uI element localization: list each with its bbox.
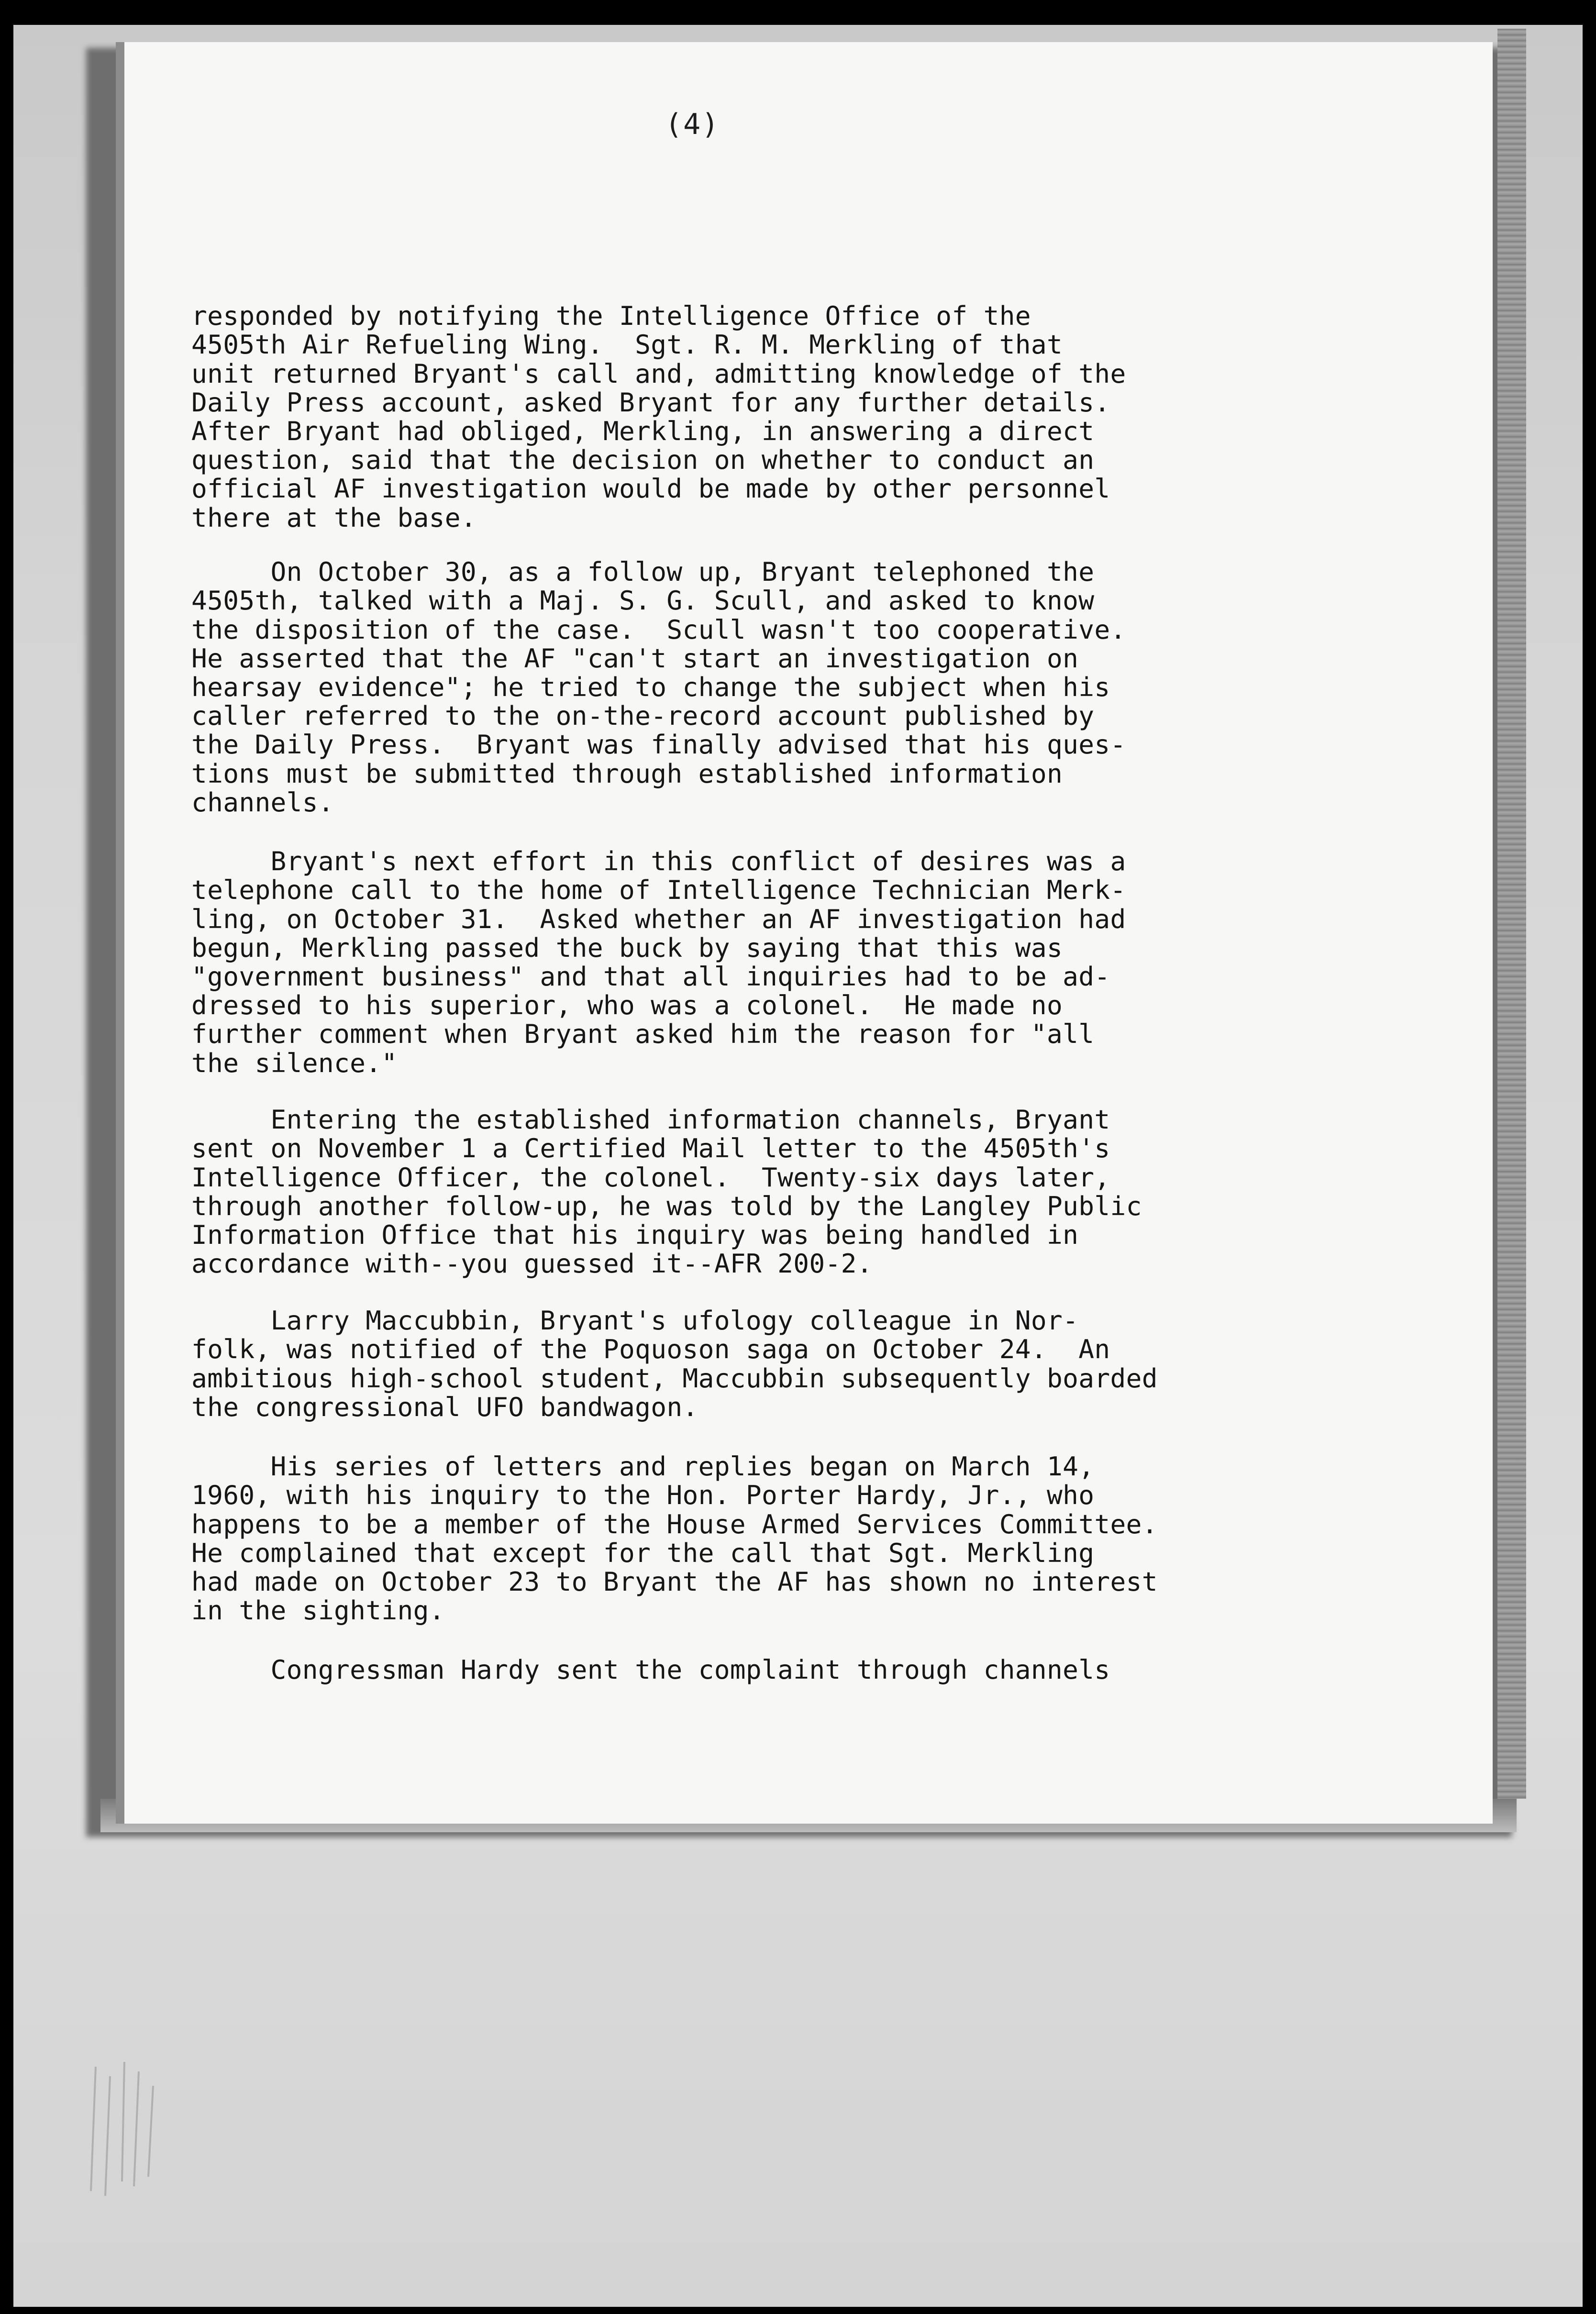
text-line: He asserted that the AF "can't start an investigation on <box>191 642 1079 674</box>
text-line: happens to be a member of the House Armed Services Committee. <box>191 1508 1158 1539</box>
pencil-scribble <box>77 2057 172 2201</box>
text-line: hearsay evidence"; he tried to change the subject when his <box>191 672 1110 703</box>
text-line: begun, Merkling passed the buck by saying that this was <box>191 932 1063 963</box>
paragraph-3 <box>191 818 1416 1106</box>
text-line: the silence." <box>191 1047 398 1078</box>
text-line: unit returned Bryant's call and, admitting knowledge of the <box>191 358 1126 389</box>
text-line: caller referred to the on-the-record account published by <box>191 700 1095 731</box>
text-line: sent on November 1 a Certified Mail letter to the 4505th's <box>191 1133 1110 1164</box>
text-line: He complained that except for the call that Sgt. Merkling <box>191 1537 1095 1568</box>
text-line: dressed to his superior, who was a colonel. He made no <box>191 990 1063 1021</box>
text-line: telephone call to the home of Intelligence Technician Merk- <box>191 875 1126 906</box>
film-edge-strip <box>1497 29 1526 1799</box>
text-line: folk, was notified of the Poquoson saga on October 24. An <box>191 1334 1110 1365</box>
text-line: had made on October 23 to Bryant the AF has shown no interest <box>191 1566 1158 1597</box>
text-line: the Daily Press. Bryant was finally advised that his ques- <box>191 729 1126 760</box>
text-line: through another follow-up, he was told by the Langley Public <box>191 1190 1142 1221</box>
text-line: in the sighting. <box>191 1595 445 1626</box>
text-line: Entering the established information channels, Bryant <box>191 1104 1110 1135</box>
text-line: accordance with--you guessed it--AFR 200-2. <box>191 1248 873 1279</box>
text-line: the congressional UFO bandwagon. <box>191 1391 698 1422</box>
paragraph-7 <box>191 1627 1416 1713</box>
text-line: Information Office that his inquiry was being handled in <box>191 1219 1079 1251</box>
text-line: His series of letters and replies began on March 14, <box>191 1451 1095 1482</box>
paragraph-4 <box>191 1076 1416 1307</box>
text-line: After Bryant had obliged, Merkling, in answering a direct <box>191 416 1095 447</box>
text-line: further comment when Bryant asked him the reason for "all <box>191 1019 1095 1050</box>
text-line: responded by notifying the Intelligence Office of the <box>191 300 1031 332</box>
text-line: 4505th, talked with a Maj. S. G. Scull, and asked to know <box>191 585 1095 616</box>
text-line: 4505th Air Refueling Wing. Sgt. R. M. Merkling of that <box>191 329 1063 360</box>
text-line: On October 30, as a follow up, Bryant telephoned the <box>191 556 1095 587</box>
text-line: Bryant's next effort in this conflict of desires was a <box>191 846 1126 877</box>
page-number: (4) <box>665 108 720 141</box>
paragraph-1 <box>191 273 1416 561</box>
text-line: Intelligence Officer, the colonel. Twenty-six days later, <box>191 1162 1110 1193</box>
text-line: Daily Press account, asked Bryant for any further details. <box>191 387 1110 418</box>
paragraph-6 <box>191 1423 1416 1654</box>
text-line: ambitious high-school student, Maccubbin subsequently boarded <box>191 1362 1158 1394</box>
text-line: channels. <box>191 786 334 818</box>
text-line: official AF investigation would be made by other personnel <box>191 473 1110 504</box>
paragraph-2 <box>191 529 1416 845</box>
text-line: the disposition of the case. Scull wasn't too cooperative. <box>191 614 1126 645</box>
text-line: Congressman Hardy sent the complaint through channels <box>191 1654 1110 1685</box>
text-line: 1960, with his inquiry to the Hon. Porter Hardy, Jr., who <box>191 1480 1095 1511</box>
text-line: ling, on October 31. Asked whether an AF investigation had <box>191 903 1126 934</box>
text-line: tions must be submitted through established information <box>191 758 1063 789</box>
text-line: "government business" and that all inquiries had to be ad- <box>191 961 1110 992</box>
text-line: there at the base. <box>191 502 477 533</box>
text-line: Larry Maccubbin, Bryant's ufology colleague in Nor- <box>191 1305 1079 1336</box>
text-line: question, said that the decision on whether to conduct an <box>191 444 1095 476</box>
